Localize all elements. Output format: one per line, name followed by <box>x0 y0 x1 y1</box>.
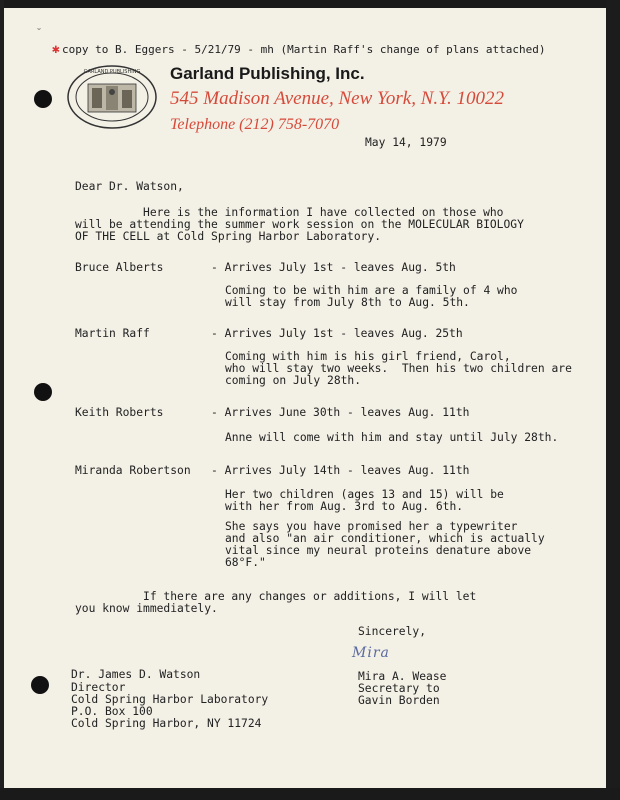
attendee-note: She says you have promised her a typewriter <box>225 520 518 533</box>
attendee-note: coming on July 28th. <box>225 374 362 387</box>
salutation: Dear Dr. Watson, <box>75 180 184 193</box>
attendee-note: Coming with him is his girl friend, Carol, <box>225 350 511 363</box>
letter-date: May 14, 1979 <box>365 136 447 149</box>
closing-paragraph-line-1: If there are any changes or additions, I will let <box>75 590 477 603</box>
corner-mark: ˘ <box>36 28 43 39</box>
scanner-frame-top <box>0 0 620 8</box>
attendee-note: Coming to be with him are a family of 4 who <box>225 284 518 297</box>
copy-annotation: copy to B. Eggers - 5/21/79 - mh (Martin Raff's change of plans attached) <box>62 43 546 56</box>
recipient-city: Cold Spring Harbor, NY 11724 <box>71 717 262 730</box>
recipient-title: Director <box>71 681 126 694</box>
company-address: 545 Madison Avenue, New York, N.Y. 10022 <box>170 88 504 109</box>
intro-line-2: will be attending the summer work session on the MOLECULAR BIOLOGY <box>75 218 524 231</box>
recipient-org: Cold Spring Harbor Laboratory <box>71 693 269 706</box>
attendee-schedule: - Arrives July 1st - leaves Aug. 25th <box>211 327 463 340</box>
punch-hole-top <box>34 90 52 108</box>
company-telephone: Telephone (212) 758-7070 <box>170 116 340 133</box>
recipient-name: Dr. James D. Watson <box>71 668 201 681</box>
attendee-name: Martin Raff <box>75 327 150 340</box>
intro-line-3: OF THE CELL at Cold Spring Harbor Laboratory. <box>75 230 382 243</box>
sender-employer: Gavin Borden <box>358 694 440 707</box>
attendee-name: Keith Roberts <box>75 406 164 419</box>
attendee-schedule: - Arrives June 30th - leaves Aug. 11th <box>211 406 470 419</box>
attendee-note: who will stay two weeks. Then his two children are <box>225 362 572 375</box>
scanner-frame-bottom <box>0 788 620 800</box>
handwritten-signature: Mira <box>352 645 390 661</box>
scanner-frame-right <box>606 0 620 800</box>
sender-title: Secretary to <box>358 682 440 695</box>
closing: Sincerely, <box>358 625 427 638</box>
sender-name: Mira A. Wease <box>358 670 447 683</box>
attendee-note: with her from Aug. 3rd to Aug. 6th. <box>225 500 464 513</box>
attendee-note: vital since my neural proteins denature above <box>225 544 532 557</box>
attendee-note: will stay from July 8th to Aug. 5th. <box>225 296 470 309</box>
attendee-schedule: - Arrives July 14th - leaves Aug. 11th <box>211 464 470 477</box>
intro-line-1: Here is the information I have collected on those who <box>75 206 504 219</box>
recipient-pobox: P.O. Box 100 <box>71 705 153 718</box>
attendee-note: Her two children (ages 13 and 15) will be <box>225 488 504 501</box>
closing-paragraph-line-2: you know immediately. <box>75 602 218 615</box>
attendee-note: 68°F." <box>225 556 266 569</box>
company-name: Garland Publishing, Inc. <box>170 64 365 83</box>
svg-text:GARLAND PUBLISHING: GARLAND PUBLISHING <box>83 69 141 75</box>
attendee-schedule: - Arrives July 1st - leaves Aug. 5th <box>211 261 456 274</box>
punch-hole-bottom <box>31 676 49 694</box>
red-asterisk-icon: ✱ <box>52 42 60 57</box>
attendee-note: and also "an air conditioner, which is actually <box>225 532 545 545</box>
punch-hole-middle <box>34 383 52 401</box>
attendee-note: Anne will come with him and stay until July 28th. <box>225 431 559 444</box>
attendee-name: Bruce Alberts <box>75 261 164 274</box>
attendee-name: Miranda Robertson <box>75 464 191 477</box>
publisher-seal-logo <box>66 64 158 130</box>
